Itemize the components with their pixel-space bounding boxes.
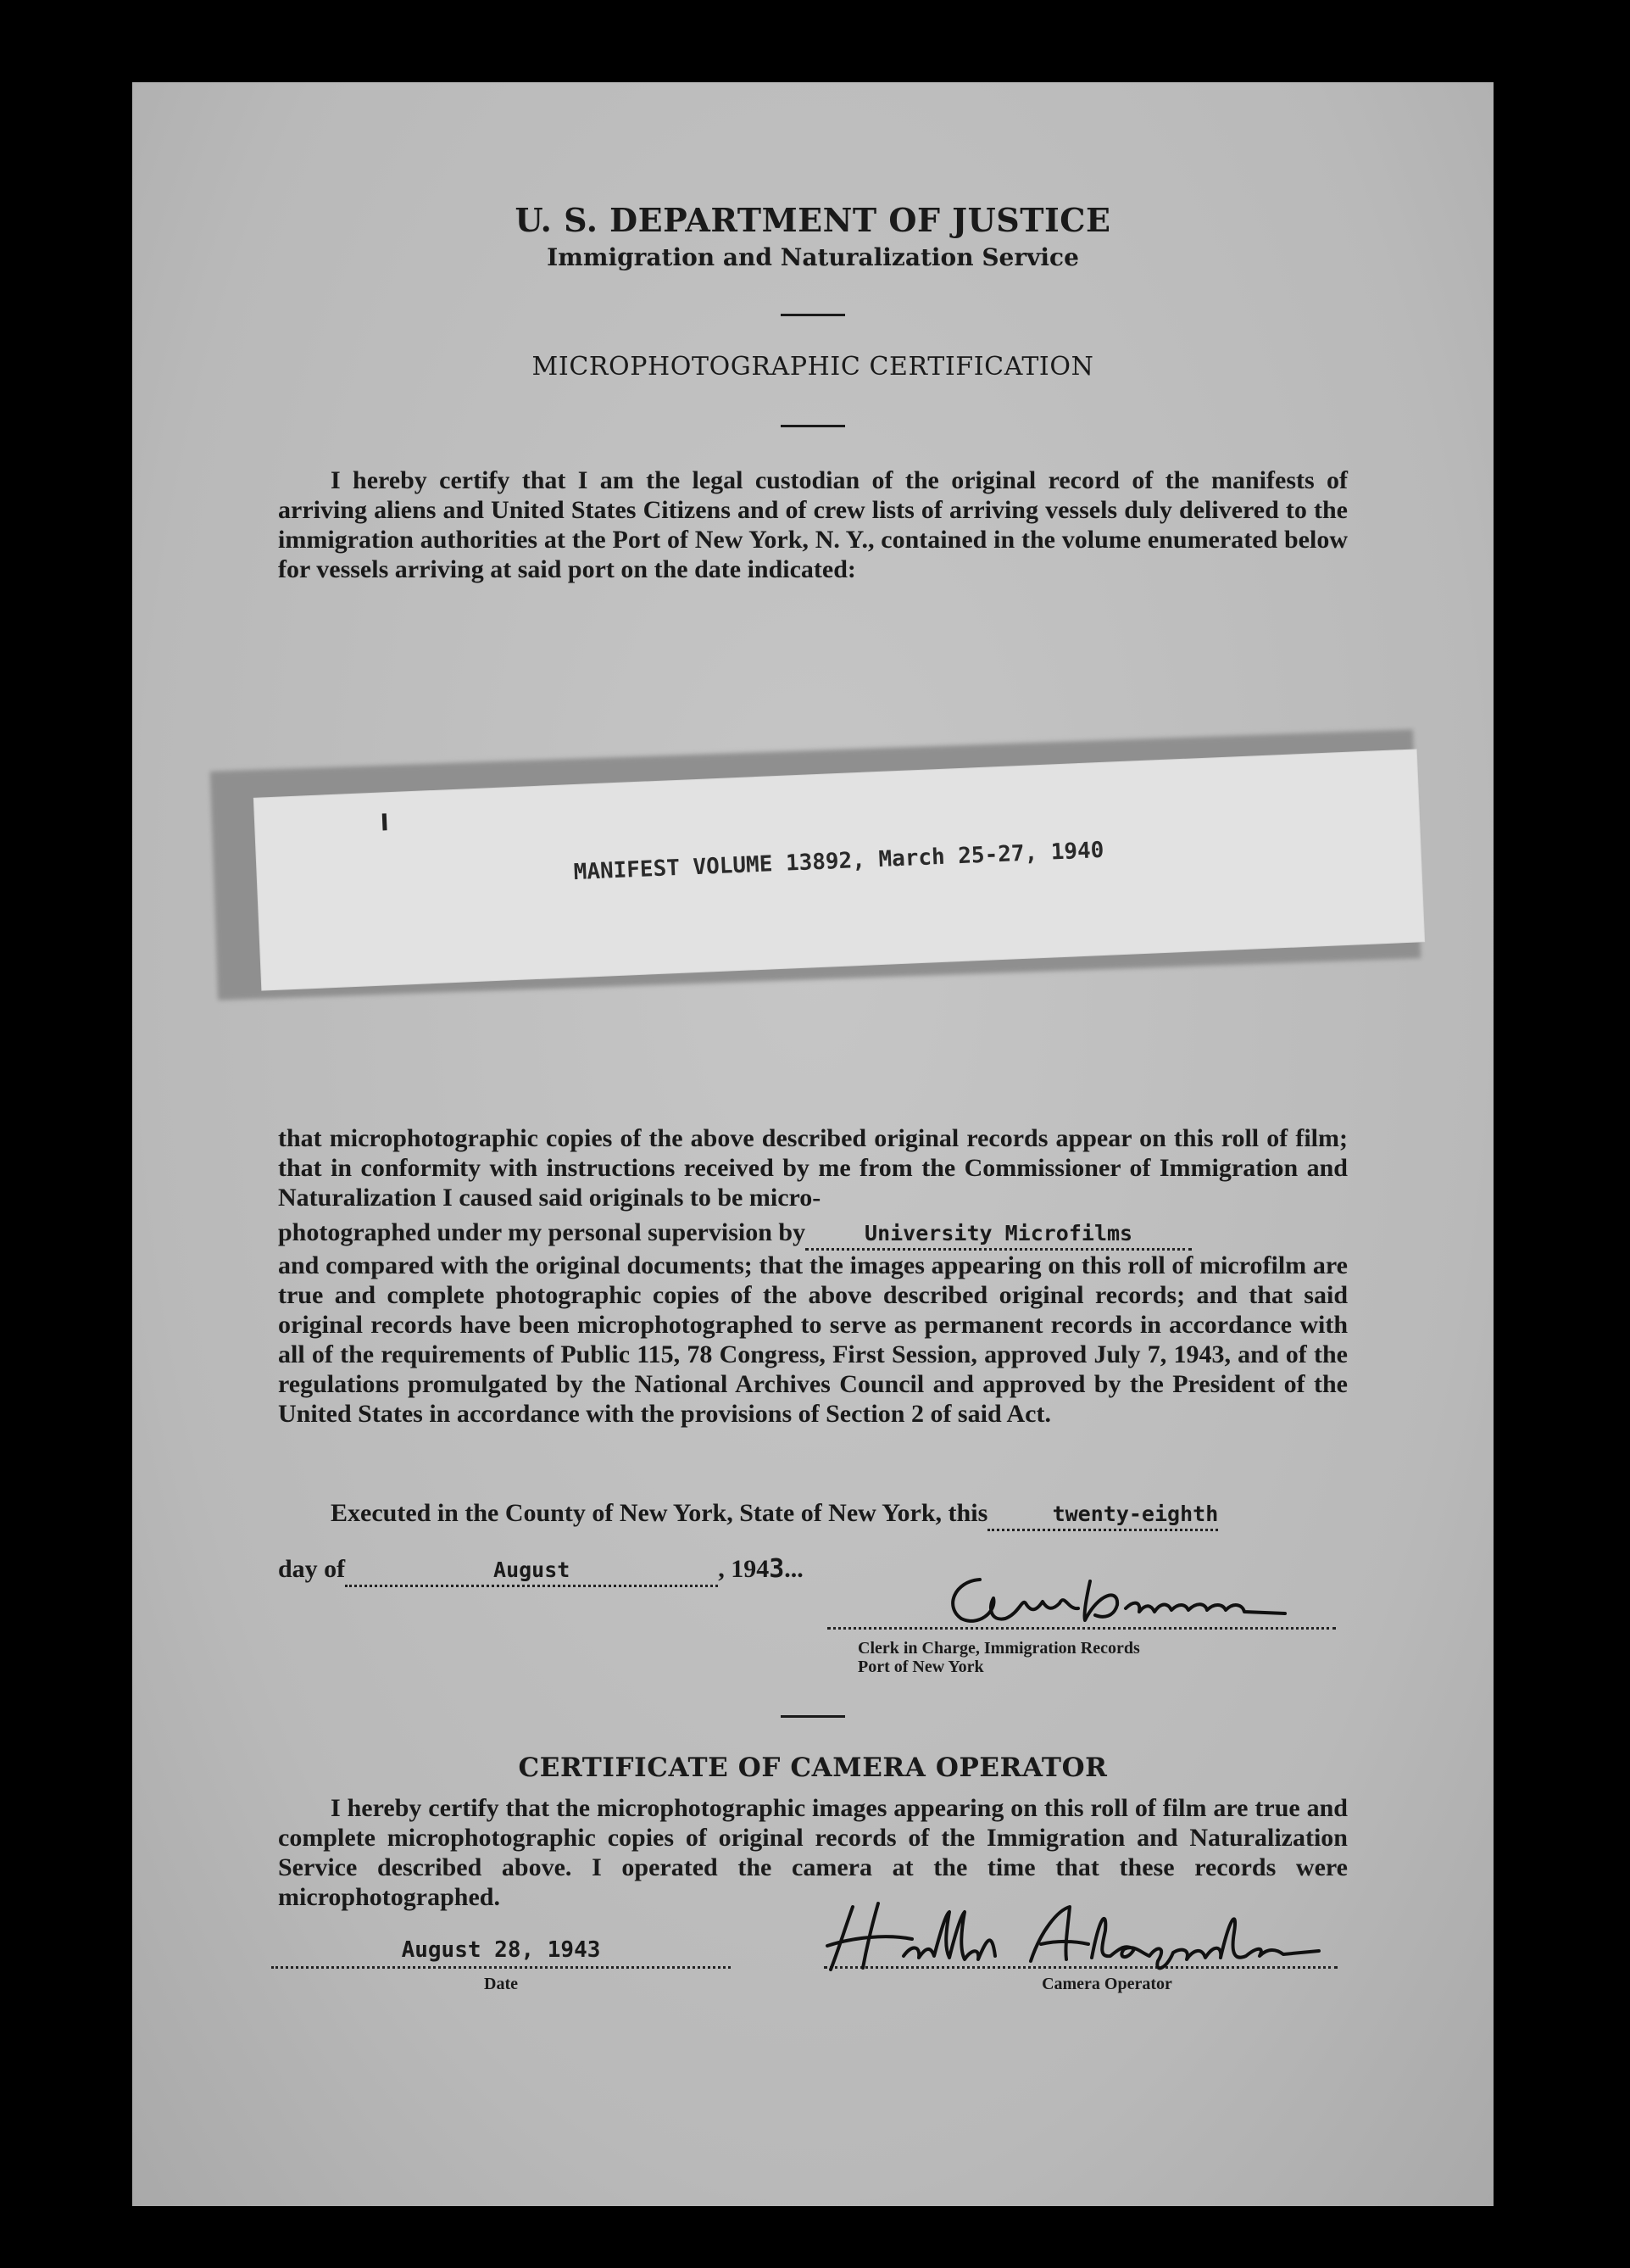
body-text-b: and compared with the original documents; that the images appearing on this roll of microfilm are true and complete photographic copies of the above described original records; and that said original records have been microphotographed to serve as permanent records in accordance with all of the requirements of Public 115, 78 Congress, First Session, approved July 7, 1943, and of the regulations promulgated by the National Archives Council and approved by the President of the United States in accordance with the provisions of Section 2 of said Act. xyxy=(278,1251,1348,1428)
camera-text: I hereby certify that the microphotographic images appearing on this roll of film are true and complete microphotographic copies of original records of the Immigration and Naturalization Service described above. I operated the camera at the time that these records were microphotographed. xyxy=(278,1794,1348,1911)
ink-mark xyxy=(382,813,387,830)
service-subheading: Immigration and Naturalization Service xyxy=(547,243,1079,271)
date-field xyxy=(271,1937,731,1963)
divider-camera xyxy=(781,1715,845,1718)
manifest-volume-label: MANIFEST VOLUME 13892, March 25-27, 1940 xyxy=(573,837,1104,886)
camera-operator-heading: CERTIFICATE OF CAMERA OPERATOR xyxy=(518,1753,1108,1783)
clerk-title-line2: Port of New York xyxy=(858,1658,984,1676)
photographer-field xyxy=(805,1218,1192,1251)
year-prefix: , 194 xyxy=(718,1555,770,1583)
camera-paragraph xyxy=(278,1793,1348,1912)
photographer-value: University Microfilms xyxy=(865,1221,1133,1245)
date-label: Date xyxy=(484,1975,518,1993)
photographed-by-prefix: photographed under my personal supervision by xyxy=(278,1218,806,1246)
year-digit: 3 xyxy=(769,1554,785,1584)
day-of-label: day of xyxy=(278,1555,346,1583)
execution-day-field xyxy=(987,1498,1218,1531)
camera-operator-signature xyxy=(819,1897,1327,1981)
body-paragraph xyxy=(278,1123,1348,1429)
clerk-signature xyxy=(937,1568,1327,1632)
execution-day-value: twenty-eighth xyxy=(1052,1502,1219,1526)
month-field xyxy=(345,1554,718,1587)
execution-text xyxy=(278,1498,1348,1531)
execution-line xyxy=(278,1498,1348,1531)
year-suffix: ... xyxy=(784,1555,804,1583)
execution-prefix: Executed in the County of New York, State of New York, this xyxy=(331,1499,988,1527)
department-heading: U. S. DEPARTMENT OF JUSTICE xyxy=(515,201,1111,239)
body-text-a: that microphotographic copies of the above described original records appear on this roll of film; that in conformity with instructions received by me from the Commissioner of Immigration and Naturalization I caused said originals to be micro- xyxy=(278,1124,1348,1212)
clerk-title xyxy=(858,1639,1140,1676)
certificate-sheet xyxy=(132,82,1494,2206)
date-line xyxy=(271,1966,731,1969)
intro-paragraph xyxy=(278,465,1348,584)
divider-top xyxy=(781,314,845,316)
certification-title: MICROPHOTOGRAPHIC CERTIFICATION xyxy=(531,352,1094,382)
day-of-line xyxy=(278,1554,804,1587)
clerk-title-line1: Clerk in Charge, Immigration Records xyxy=(858,1639,1140,1658)
operator-label: Camera Operator xyxy=(1042,1975,1172,1993)
month-value: August xyxy=(493,1558,570,1582)
intro-text: I hereby certify that I am the legal custodian of the original record of the manifests of arriving aliens and United States Citizens and of crew lists of arriving vessels duly delivered to the immigration authorities at the Port of New York, N. Y., contained in the volume enumerated below for vessels arriving at said port on the date indicated: xyxy=(278,466,1348,583)
photographed-by-line xyxy=(278,1218,1348,1251)
divider-title xyxy=(781,425,845,427)
date-value: August 28, 1943 xyxy=(401,1937,601,1963)
